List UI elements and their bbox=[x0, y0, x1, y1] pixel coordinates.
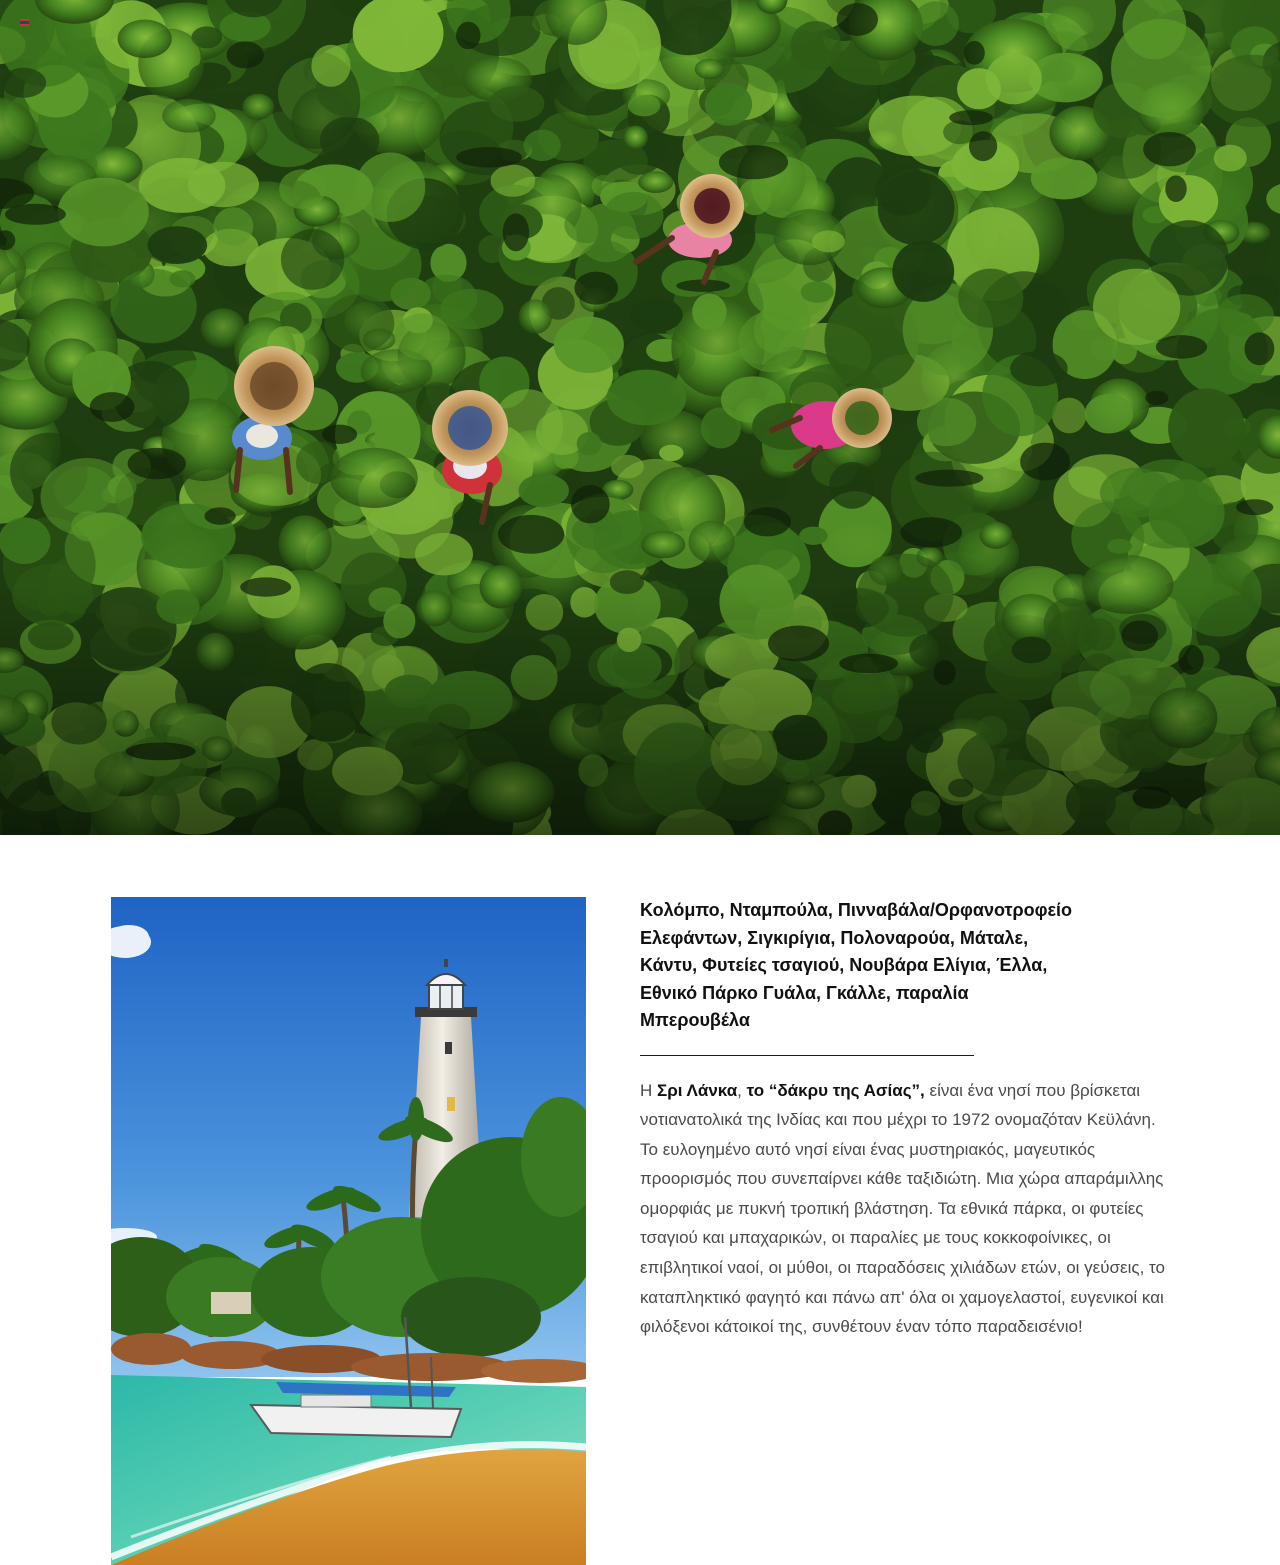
description-body: είναι ένα νησί που βρίσκεται νοτιανατολικά της Ινδίας και που μέχρι το 1972 ονομαζόταν Κεϋλάνη. Το ευλογημένο αυτό νησί είναι ένας μυστηριακός, μαγευτικός προορισμός που συνεπαίρνει κάθε ταξιδιώτη. Μια χώρα απαράμιλλης ομορφιάς με πυκνή τροπική βλάστηση. Τα εθνικά πάρκα, οι φυτείες τσαγιού και μπαχαρικών, οι παραλίες με τους κοκκοφοίνικες, οι επιβλητικοί ναοί, οι μύθοι, οι παραδόσεις χιλιάδων ετών, οι γεύσεις, το καταπληκτικό φαγητό και πάνω απ' όλα οι χαμογελαστοί, ευγενικοί και φιλόξενοι κάτοικοί της, συνθέτουν έναν τόπο παραδεισένιο! bbox=[640, 1080, 1165, 1337]
flag-stripe-bottom bbox=[20, 24, 29, 26]
description-paragraph bbox=[640, 1076, 1165, 1342]
description-sep: , bbox=[737, 1080, 747, 1100]
description-lead: Η bbox=[640, 1080, 657, 1100]
house bbox=[211, 1292, 251, 1314]
photo-lighthouse-beach bbox=[111, 897, 586, 1565]
flag-icon bbox=[20, 19, 29, 26]
itinerary-heading: Κολόμπο, Νταμπούλα, Πινναβάλα/Ορφανοτροφείο Ελεφάντων, Σιγκιρίγια, Πολοναρούα, Μάταλε, Κάντυ, Φυτείες τσαγιού, Νουβάρα Ελίγια, Έλλα, Εθνικό Πάρκο Γυάλα, Γκάλλε, παραλία Μπερουβέλα bbox=[640, 900, 1073, 1030]
text-column bbox=[640, 897, 1180, 1342]
divider-line bbox=[640, 1055, 974, 1056]
description-nickname: το “δάκρυ της Ασίας”, bbox=[746, 1080, 925, 1100]
description-country: Σρι Λάνκα bbox=[657, 1080, 738, 1100]
lighthouse-beach-illustration bbox=[111, 897, 586, 1565]
